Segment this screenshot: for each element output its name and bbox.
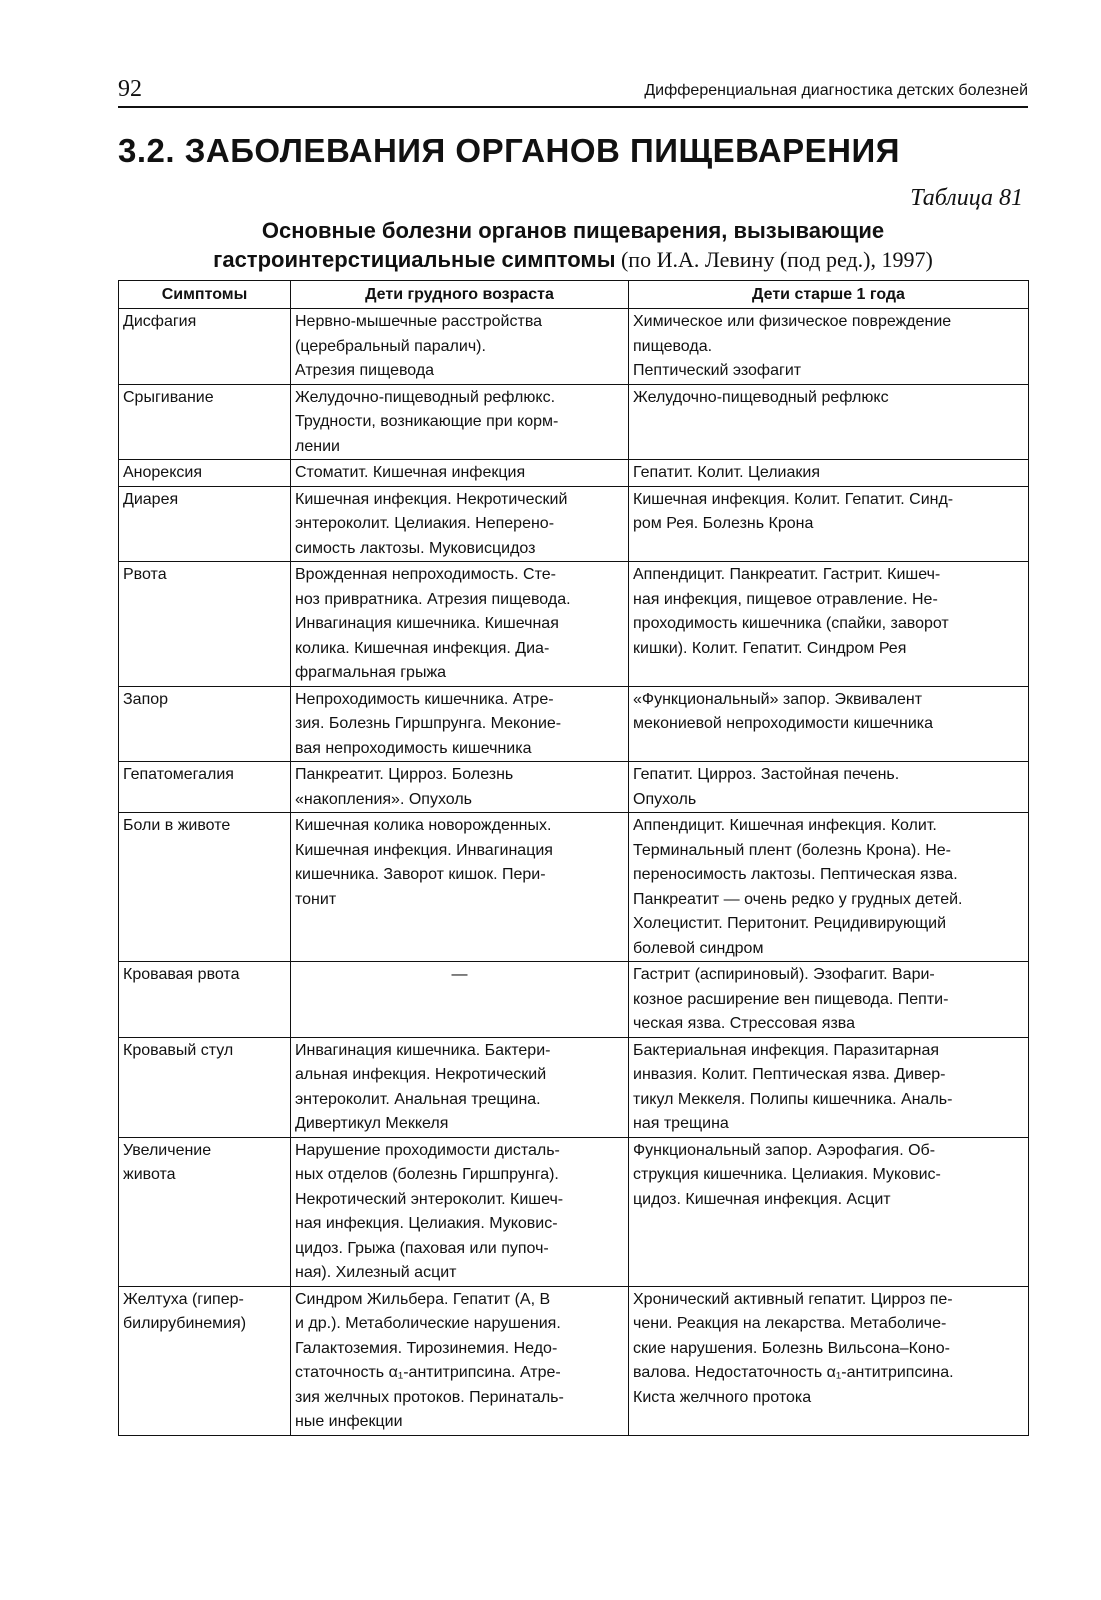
symptom-text: Анорексия [123, 464, 202, 481]
symptom-text: Срыгивание [123, 388, 214, 406]
infants-cell [291, 562, 629, 687]
older-text: Бактериальная инфекция. Паразитарная инвазия. Колит. Пептическая язва. Дивер- тикул Меккеля. Полипы кишечника. Аналь- ная трещина [633, 1041, 953, 1132]
older-text: Аппендицит. Кишечная инфекция. Колит. Терминальный плент (болезнь Крона). Не- переносимость лактозы. Пептическая язва. Панкреатит — очень редко у грудных детей. Холецистит. Перитонит. Рецидивирующий болевой синдром [633, 817, 963, 957]
symptom-text: Увеличение живота [123, 1141, 212, 1183]
infants-text: Нарушение проходимости дисталь- ных отделов (болезнь Гиршпрунга). Некротический энтероколит. Кишеч- ная инфекция. Целиакия. Муковис- цидоз. Грыжа (паховая или пупоч- ная). Хилезный асцит [295, 1141, 564, 1281]
page-number: 92 [118, 76, 142, 102]
symptom-cell [119, 1137, 291, 1286]
older-cell [629, 460, 1029, 487]
symptom-cell [119, 813, 291, 962]
symptom-cell [119, 460, 291, 487]
table-row [119, 813, 1029, 962]
symptom-text: Боли в животе [123, 817, 231, 834]
infants-cell [291, 460, 629, 487]
symptom-cell [119, 686, 291, 762]
symptom-text: Гепатомегалия [123, 766, 234, 783]
symptom-cell [119, 384, 291, 460]
table-caption [118, 216, 1028, 274]
symptom-text: Кровавый стул [123, 1041, 234, 1059]
older-cell [629, 1037, 1029, 1137]
table-row [119, 460, 1029, 487]
infants-cell [291, 686, 629, 762]
symptoms-table [118, 280, 1029, 1436]
book-title: Дифференциальная диагностика детских болезней [644, 82, 1028, 99]
infants-text: Стоматит. Кишечная инфекция [295, 464, 526, 481]
older-cell [629, 384, 1029, 460]
infants-text: Желудочно-пищеводный рефлюкс. Трудности, возникающие при корм- лении [295, 388, 559, 455]
older-text: «Функциональный» запор. Эквивалент мекониевой непроходимости кишечника [633, 690, 934, 732]
older-cell [629, 486, 1029, 562]
table-row [119, 562, 1029, 687]
symptom-text: Диарея [123, 490, 179, 508]
column-header-infants: Дети грудного возраста [291, 281, 629, 309]
older-cell [629, 562, 1029, 687]
infants-cell [291, 962, 629, 1038]
section-title: 3.2. ЗАБОЛЕВАНИЯ ОРГАНОВ ПИЩЕВАРЕНИЯ [118, 132, 900, 169]
table-row [119, 309, 1029, 385]
infants-text: Нервно-мышечные расстройства (церебральный паралич). Атрезия пищевода [295, 313, 543, 379]
symptom-cell [119, 962, 291, 1038]
infants-text: Синдром Жильбера. Гепатит (А, В и др.). Метаболические нарушения. Галактоземия. Тирозинемия. Недо- статочность α₁-антитрипсина. Атре- зия желчных протоков. Перинаталь- ные инфекции [295, 1290, 564, 1430]
infants-cell [291, 813, 629, 962]
infants-text: Кишечная колика новорожденных. Кишечная инфекция. Инвагинация кишечника. Заворот кишок. Пери- тонит [295, 817, 553, 908]
older-text: Гепатит. Колит. Целиакия [633, 464, 820, 481]
older-cell [629, 762, 1029, 813]
infants-text: — [451, 966, 468, 983]
column-header-older: Дети старше 1 года [629, 281, 1029, 309]
older-text: Хронический активный гепатит. Цирроз пе- чени. Реакция на лекарства. Метаболиче- ские нарушения. Болезнь Вильсона–Коно- валова. Недостаточность α₁-антитрипсина. Киста желчного протока [633, 1290, 954, 1406]
caption-line-2-bold: гастроинтерстициальные симптомы [213, 247, 616, 272]
older-cell [629, 813, 1029, 962]
older-cell [629, 686, 1029, 762]
column-header-symptoms: Симптомы [119, 281, 291, 309]
older-text: Кишечная инфекция. Колит. Гепатит. Синд- ром Рея. Болезнь Крона [633, 490, 954, 532]
older-cell [629, 1137, 1029, 1286]
running-header [118, 70, 1028, 108]
table-row [119, 1286, 1029, 1435]
symptom-text: Дисфагия [123, 313, 197, 330]
infants-cell [291, 384, 629, 460]
table-row [119, 486, 1029, 562]
older-text: Аппендицит. Панкреатит. Гастрит. Кишеч- ная инфекция, пищевое отравление. Не- проходимость кишечника (спайки, заворот кишки). Колит. Гепатит. Синдром Рея [633, 566, 949, 657]
older-cell [629, 962, 1029, 1038]
infants-cell [291, 1137, 629, 1286]
symptom-cell [119, 1037, 291, 1137]
symptom-text: Рвота [123, 566, 167, 583]
infants-text: Кишечная инфекция. Некротический энтероколит. Целиакия. Неперено- симость лактозы. Муковисцидоз [295, 490, 568, 557]
infants-text: Инвагинация кишечника. Бактери- альная инфекция. Некротический энтероколит. Анальная трещина. Дивертикул Меккеля [295, 1041, 551, 1132]
older-text: Химическое или физическое повреждение пищевода. Пептический эзофагит [633, 313, 952, 379]
symptom-cell [119, 562, 291, 687]
table-row [119, 962, 1029, 1038]
table-row [119, 1137, 1029, 1286]
infants-text: Непроходимость кишечника. Атре- зия. Болезнь Гиршпрунга. Меконие- вая непроходимость кишечника [295, 690, 562, 757]
infants-text: Панкреатит. Цирроз. Болезнь «накопления». Опухоль [295, 766, 514, 808]
infants-text: Врожденная непроходимость. Сте- ноз привратника. Атрезия пищевода. Инвагинация кишечника. Кишечная колика. Кишечная инфекция. Диа- фрагмальная грыжа [295, 566, 571, 681]
infants-cell [291, 762, 629, 813]
older-text: Функциональный запор. Аэрофагия. Об- струкция кишечника. Целиакия. Муковис- цидоз. Кишечная инфекция. Асцит [633, 1141, 941, 1208]
table-row [119, 762, 1029, 813]
symptom-text: Желтуха (гипер- билирубинемия) [123, 1290, 247, 1332]
symptom-cell [119, 309, 291, 385]
older-text: Гепатит. Цирроз. Застойная печень. Опухоль [633, 766, 900, 808]
older-text: Желудочно-пищеводный рефлюкс [633, 388, 889, 406]
caption-line-1: Основные болезни органов пищеварения, вызывающие [261, 218, 885, 243]
table-label: Таблица 81 [910, 185, 1023, 211]
symptom-cell [119, 1286, 291, 1435]
table-header-row [119, 281, 1029, 309]
symptom-cell [119, 486, 291, 562]
symptom-cell [119, 762, 291, 813]
older-text: Гастрит (аспириновый). Эзофагит. Вари- козное расширение вен пищевода. Пепти- ческая язва. Стрессовая язва [633, 966, 949, 1032]
infants-cell [291, 1037, 629, 1137]
older-cell [629, 1286, 1029, 1435]
caption-line-2-source: (по И.А. Левину (под ред.), 1997) [615, 247, 933, 272]
symptom-text: Запор [123, 690, 169, 708]
table-row [119, 1037, 1029, 1137]
infants-cell [291, 1286, 629, 1435]
infants-cell [291, 486, 629, 562]
table-row [119, 384, 1029, 460]
table-row [119, 686, 1029, 762]
older-cell [629, 309, 1029, 385]
symptom-text: Кровавая рвота [123, 966, 240, 983]
infants-cell [291, 309, 629, 385]
caption-line-2 [118, 245, 1028, 274]
